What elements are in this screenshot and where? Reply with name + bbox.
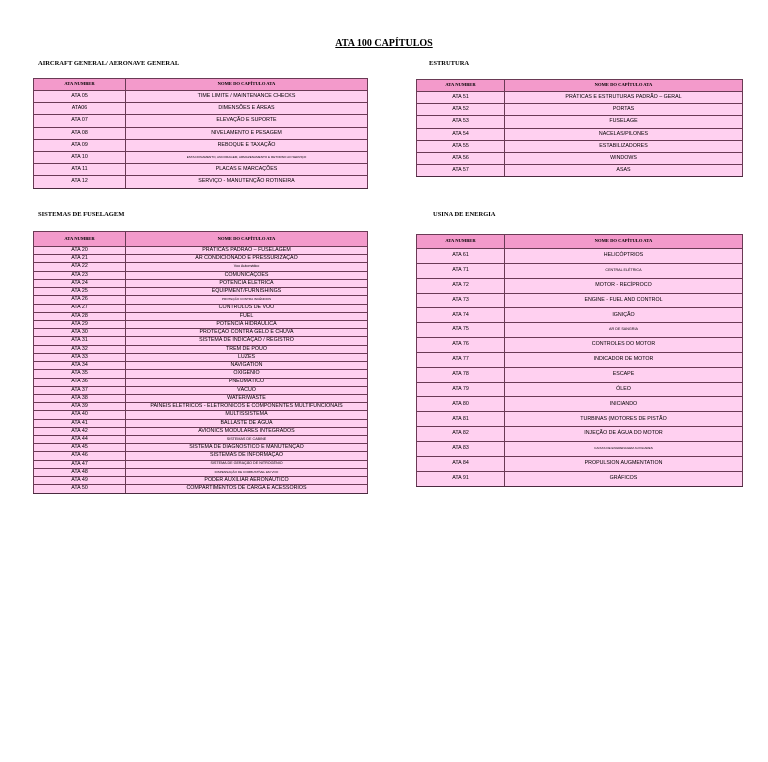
chapter-name-cell: PAINÉIS ELÉTRICOS - ELETRÔNICOS E COMPONENTES MULTIFUNCIONAIS [126, 403, 368, 411]
table-row [34, 164, 368, 176]
ata-number-cell: ATA 45 [34, 444, 126, 452]
ata-number-cell: ATA 52 [417, 104, 505, 116]
chapter-name-cell: SISTEMA DE INDICAÇÃO / REGISTRO [126, 337, 368, 345]
table-row [34, 468, 368, 476]
ata-number-cell: ATA 26 [34, 296, 126, 304]
ata-number-cell: ATA 61 [417, 249, 505, 264]
document-title: ATA 100 CAPÍTULOS [335, 38, 433, 49]
table-row [417, 263, 743, 278]
ata-number-cell: ATA 37 [34, 386, 126, 394]
table-row [417, 140, 743, 152]
chapter-name-cell: FUEL [126, 312, 368, 320]
ata-number-cell: ATA 28 [34, 312, 126, 320]
table-row [417, 412, 743, 427]
chapter-name-cell: LUZES [126, 353, 368, 361]
ata-number-cell: ATA 80 [417, 397, 505, 412]
table-row [34, 271, 368, 279]
chapter-name-cell: MULTISSISTEMA [126, 411, 368, 419]
ata-number-cell: ATA 23 [34, 271, 126, 279]
table-row [417, 367, 743, 382]
ata-number-cell: ATA 84 [417, 456, 505, 471]
chapter-name-cell: PROPULSION AUGMENTATION [505, 456, 743, 471]
table-usina-de-energia [416, 234, 743, 487]
chapter-name-cell: NIVELAMENTO E PESAGEM [126, 127, 368, 139]
chapter-name-cell: ELEVAÇÃO E SUPORTE [126, 115, 368, 127]
table-row [34, 279, 368, 287]
table-row [34, 411, 368, 419]
ata-number-cell: ATA 50 [34, 485, 126, 493]
ata-number-cell: ATA 31 [34, 337, 126, 345]
ata-number-cell: ATA 25 [34, 288, 126, 296]
chapter-name-cell: ESCAPE [505, 367, 743, 382]
ata-number-cell: ATA 57 [417, 165, 505, 177]
ata-number-cell: ATA 30 [34, 329, 126, 337]
chapter-name-cell: HELICÓPTRIOS [505, 249, 743, 264]
table-row [417, 116, 743, 128]
ata-number-cell: ATA 48 [34, 468, 126, 476]
table-row [34, 427, 368, 435]
ata-number-cell: ATA 40 [34, 411, 126, 419]
table-row [417, 397, 743, 412]
column-header-ata-number: ATA NUMBER [34, 79, 126, 91]
table-row [34, 176, 368, 188]
ata-number-cell: ATA 75 [417, 323, 505, 338]
chapter-name-cell: DISPENSAÇÃO DE COMBUSTÍVEL EM VOO [126, 468, 368, 476]
table-row [417, 293, 743, 308]
ata-number-cell: ATA 79 [417, 382, 505, 397]
table-row [417, 352, 743, 367]
table-row [34, 115, 368, 127]
ata-number-cell: ATA 10 [34, 151, 126, 163]
ata-number-cell: ATA 05 [34, 91, 126, 103]
ata-number-cell: ATA 74 [417, 308, 505, 323]
chapter-name-cell: NACELAS/PILONES [505, 128, 743, 140]
chapter-name-cell: SISTEMA DE GERAÇÃO DE NITROGÊNIO [126, 460, 368, 468]
table-row [417, 308, 743, 323]
chapter-name-cell: MOTOR - RECÍPROCO [505, 278, 743, 293]
chapter-name-cell: ESTABILIZADORES [505, 140, 743, 152]
ata-number-cell: ATA 81 [417, 412, 505, 427]
column-header-chapter-name: NOME DO CAPÍTULO ATA [126, 232, 368, 247]
chapter-name-cell: TIME LIMITE / MAINTENANCE CHECKS [126, 91, 368, 103]
table-row [34, 378, 368, 386]
table-row [417, 456, 743, 471]
chapter-name-cell: CONTROLOS DE VOO [126, 304, 368, 312]
table-row [34, 312, 368, 320]
ata-number-cell: ATA 36 [34, 378, 126, 386]
chapter-name-cell: INDICADOR DE MOTOR [505, 352, 743, 367]
table-row [34, 452, 368, 460]
table-row [417, 427, 743, 442]
column-header-ata-number: ATA NUMBER [417, 80, 505, 92]
table-row [34, 403, 368, 411]
chapter-name-cell: IGNIÇÃO [505, 308, 743, 323]
ata-number-cell: ATA 46 [34, 452, 126, 460]
ata-number-cell: ATA 29 [34, 320, 126, 328]
table-row [34, 485, 368, 493]
ata-number-cell: ATA 76 [417, 338, 505, 353]
table-row [34, 255, 368, 263]
table-row [34, 329, 368, 337]
chapter-name-cell: CENTRAL ELÉTRICA [505, 263, 743, 278]
chapter-name-cell: WATER/WASTE [126, 394, 368, 402]
chapter-name-cell: NAVIGATION [126, 362, 368, 370]
chapter-name-cell: PROTEÇÃO CONTRA GELO E CHUVA [126, 329, 368, 337]
ata-number-cell: ATA 11 [34, 164, 126, 176]
chapter-name-cell: PLACAS E MARCAÇÕES [126, 164, 368, 176]
ata-number-cell: ATA 41 [34, 419, 126, 427]
ata-number-cell: ATA 77 [417, 352, 505, 367]
chapter-name-cell: WINDOWS [505, 152, 743, 164]
chapter-name-cell: PODER AUXILIAR AERONÁUTICO [126, 477, 368, 485]
chapter-name-cell: POTÊNCIA ELÉTRICA [126, 279, 368, 287]
ata-number-cell: ATA 44 [34, 436, 126, 444]
ata-number-cell: ATA 54 [417, 128, 505, 140]
ata-number-cell: ATA 55 [417, 140, 505, 152]
table-row [34, 263, 368, 271]
ata-number-cell: ATA 73 [417, 293, 505, 308]
ata-number-cell: ATA 91 [417, 471, 505, 486]
ata-number-cell: ATA 39 [34, 403, 126, 411]
table-row [34, 247, 368, 255]
table-estrutura [416, 79, 743, 177]
ata-number-cell: ATA 24 [34, 279, 126, 287]
chapter-name-cell: AVIONICS MODULARES INTEGRADOS [126, 427, 368, 435]
chapter-name-cell: FUSELAGE [505, 116, 743, 128]
table-sistemas-de-fuselagem [33, 231, 368, 494]
chapter-name-cell: TREM DE POUO [126, 345, 368, 353]
chapter-name-cell: AR CONDICIONADO E PRESSURIZAÇÃO [126, 255, 368, 263]
table-row [417, 471, 743, 486]
column-header-chapter-name: NOME DO CAPÍTULO ATA [126, 79, 368, 91]
chapter-name-cell: VÁCUO [126, 386, 368, 394]
ata-number-cell: ATA 20 [34, 247, 126, 255]
section-title-estrutura: ESTRUTURA [429, 60, 470, 67]
chapter-name-cell: ASAS [505, 165, 743, 177]
chapter-name-cell: SISTEMAS DE INFORMAÇÃO [126, 452, 368, 460]
ata-number-cell: ATA 07 [34, 115, 126, 127]
chapter-name-cell: COMPARTIMENTOS DE CARGA E ACESSÓRIOS [126, 485, 368, 493]
chapter-name-cell: PRÁTICAS E ESTRUTURAS PADRÃO – GERAL [505, 92, 743, 104]
ata-number-cell: ATA 47 [34, 460, 126, 468]
table-row [34, 127, 368, 139]
ata-number-cell: ATA 35 [34, 370, 126, 378]
table-row [417, 249, 743, 264]
table-row [34, 353, 368, 361]
table-row [34, 362, 368, 370]
chapter-name-cell: TURBINAS (MOTORES DE PISTÃO [505, 412, 743, 427]
ata-number-cell: ATA 53 [417, 116, 505, 128]
column-header-chapter-name: NOME DO CAPÍTULO ATA [505, 80, 743, 92]
chapter-name-cell: PORTAS [505, 104, 743, 116]
column-header-ata-number: ATA NUMBER [417, 235, 505, 249]
table-row [34, 288, 368, 296]
chapter-name-cell: POTÊNCIA HIDRÁULICA [126, 320, 368, 328]
chapter-name-cell: ESTACIONAMENTO, ANCORAGEM, ARMAZENAMENTO E RETORNO AO SERVIÇO [126, 151, 368, 163]
table-row [34, 345, 368, 353]
table-row [34, 477, 368, 485]
section-title-energia: USINA DE ENERGIA [433, 211, 496, 218]
table-row [417, 338, 743, 353]
chapter-name-cell: OXIGÊNIO [126, 370, 368, 378]
ata-number-cell: ATA 83 [417, 441, 505, 456]
column-header-chapter-name: NOME DO CAPÍTULO ATA [505, 235, 743, 249]
chapter-name-cell: GRÁFICOS [505, 471, 743, 486]
table-row [34, 337, 368, 345]
table-row [34, 436, 368, 444]
table-row [417, 152, 743, 164]
table-row [34, 419, 368, 427]
ata-number-cell: ATA 82 [417, 427, 505, 442]
ata-number-cell: ATA 38 [34, 394, 126, 402]
table-row [417, 128, 743, 140]
table-row [417, 104, 743, 116]
chapter-name-cell: PROTEÇÃO CONTRA INCÊNDIOS [126, 296, 368, 304]
ata-number-cell: ATA 71 [417, 263, 505, 278]
chapter-name-cell: INJEÇÃO DE ÁGUA DO MOTOR [505, 427, 743, 442]
table-row [417, 323, 743, 338]
chapter-name-cell: ÓLEO [505, 382, 743, 397]
chapter-name-cell: SISTEMA DE DIAGNÓSTICO E MANUTENÇÃO [126, 444, 368, 452]
chapter-name-cell: COMUNICAÇÕES [126, 271, 368, 279]
ata-number-cell: ATA 08 [34, 127, 126, 139]
chapter-name-cell: PNEUMÁTICO [126, 378, 368, 386]
chapter-name-cell: DIMENSÕES E ÁREAS [126, 103, 368, 115]
ata-number-cell: ATA 56 [417, 152, 505, 164]
ata-number-cell: ATA 49 [34, 477, 126, 485]
chapter-name-cell: PRÁTICAS PADRÃO – FUSELAGEM [126, 247, 368, 255]
chapter-name-cell: Voo Automático [126, 263, 368, 271]
ata-number-cell: ATA 22 [34, 263, 126, 271]
chapter-name-cell: EQUIPMENT/FURNISHINGS [126, 288, 368, 296]
chapter-name-cell: CAIXAS DE ENGRENAGEM AUXILIARES [505, 441, 743, 456]
chapter-name-cell: SERVIÇO - MANUTENÇÃO ROTINEIRA [126, 176, 368, 188]
ata-number-cell: ATA 21 [34, 255, 126, 263]
ata-number-cell: ATA 51 [417, 92, 505, 104]
chapter-name-cell: CONTROLES DO MOTOR [505, 338, 743, 353]
ata-number-cell: ATA 32 [34, 345, 126, 353]
table-aircraft-general [33, 78, 368, 189]
table-row [34, 103, 368, 115]
chapter-name-cell: AR DE SANGRIA [505, 323, 743, 338]
ata-number-cell: ATA 12 [34, 176, 126, 188]
ata-number-cell: ATA 42 [34, 427, 126, 435]
table-row [417, 382, 743, 397]
ata-number-cell: ATA 78 [417, 367, 505, 382]
table-row [34, 139, 368, 151]
ata-number-cell: ATA06 [34, 103, 126, 115]
table-row [34, 304, 368, 312]
table-row [34, 296, 368, 304]
chapter-name-cell: ENGINE - FUEL AND CONTROL [505, 293, 743, 308]
table-row [34, 370, 368, 378]
table-row [34, 320, 368, 328]
table-row [417, 441, 743, 456]
table-row [417, 165, 743, 177]
table-row [34, 394, 368, 402]
table-row [417, 278, 743, 293]
table-row [34, 444, 368, 452]
ata-number-cell: ATA 33 [34, 353, 126, 361]
ata-number-cell: ATA 34 [34, 362, 126, 370]
section-title-general: AIRCRAFT GENERAL/ AERONAVE GENERAL [38, 60, 180, 67]
chapter-name-cell: INICIANDO [505, 397, 743, 412]
chapter-name-cell: BALLASTE DE ÁGUA [126, 419, 368, 427]
chapter-name-cell: SISTEMAS DE CABINE [126, 436, 368, 444]
ata-number-cell: ATA 72 [417, 278, 505, 293]
table-row [34, 460, 368, 468]
ata-number-cell: ATA 09 [34, 139, 126, 151]
table-row [34, 151, 368, 163]
table-row [34, 91, 368, 103]
column-header-ata-number: ATA NUMBER [34, 232, 126, 247]
table-row [34, 386, 368, 394]
chapter-name-cell: REBOQUE E TAXAÇÃO [126, 139, 368, 151]
table-row [417, 92, 743, 104]
section-title-fuselagem: SISTEMAS DE FUSELAGEM [38, 211, 125, 218]
ata-number-cell: ATA 27 [34, 304, 126, 312]
